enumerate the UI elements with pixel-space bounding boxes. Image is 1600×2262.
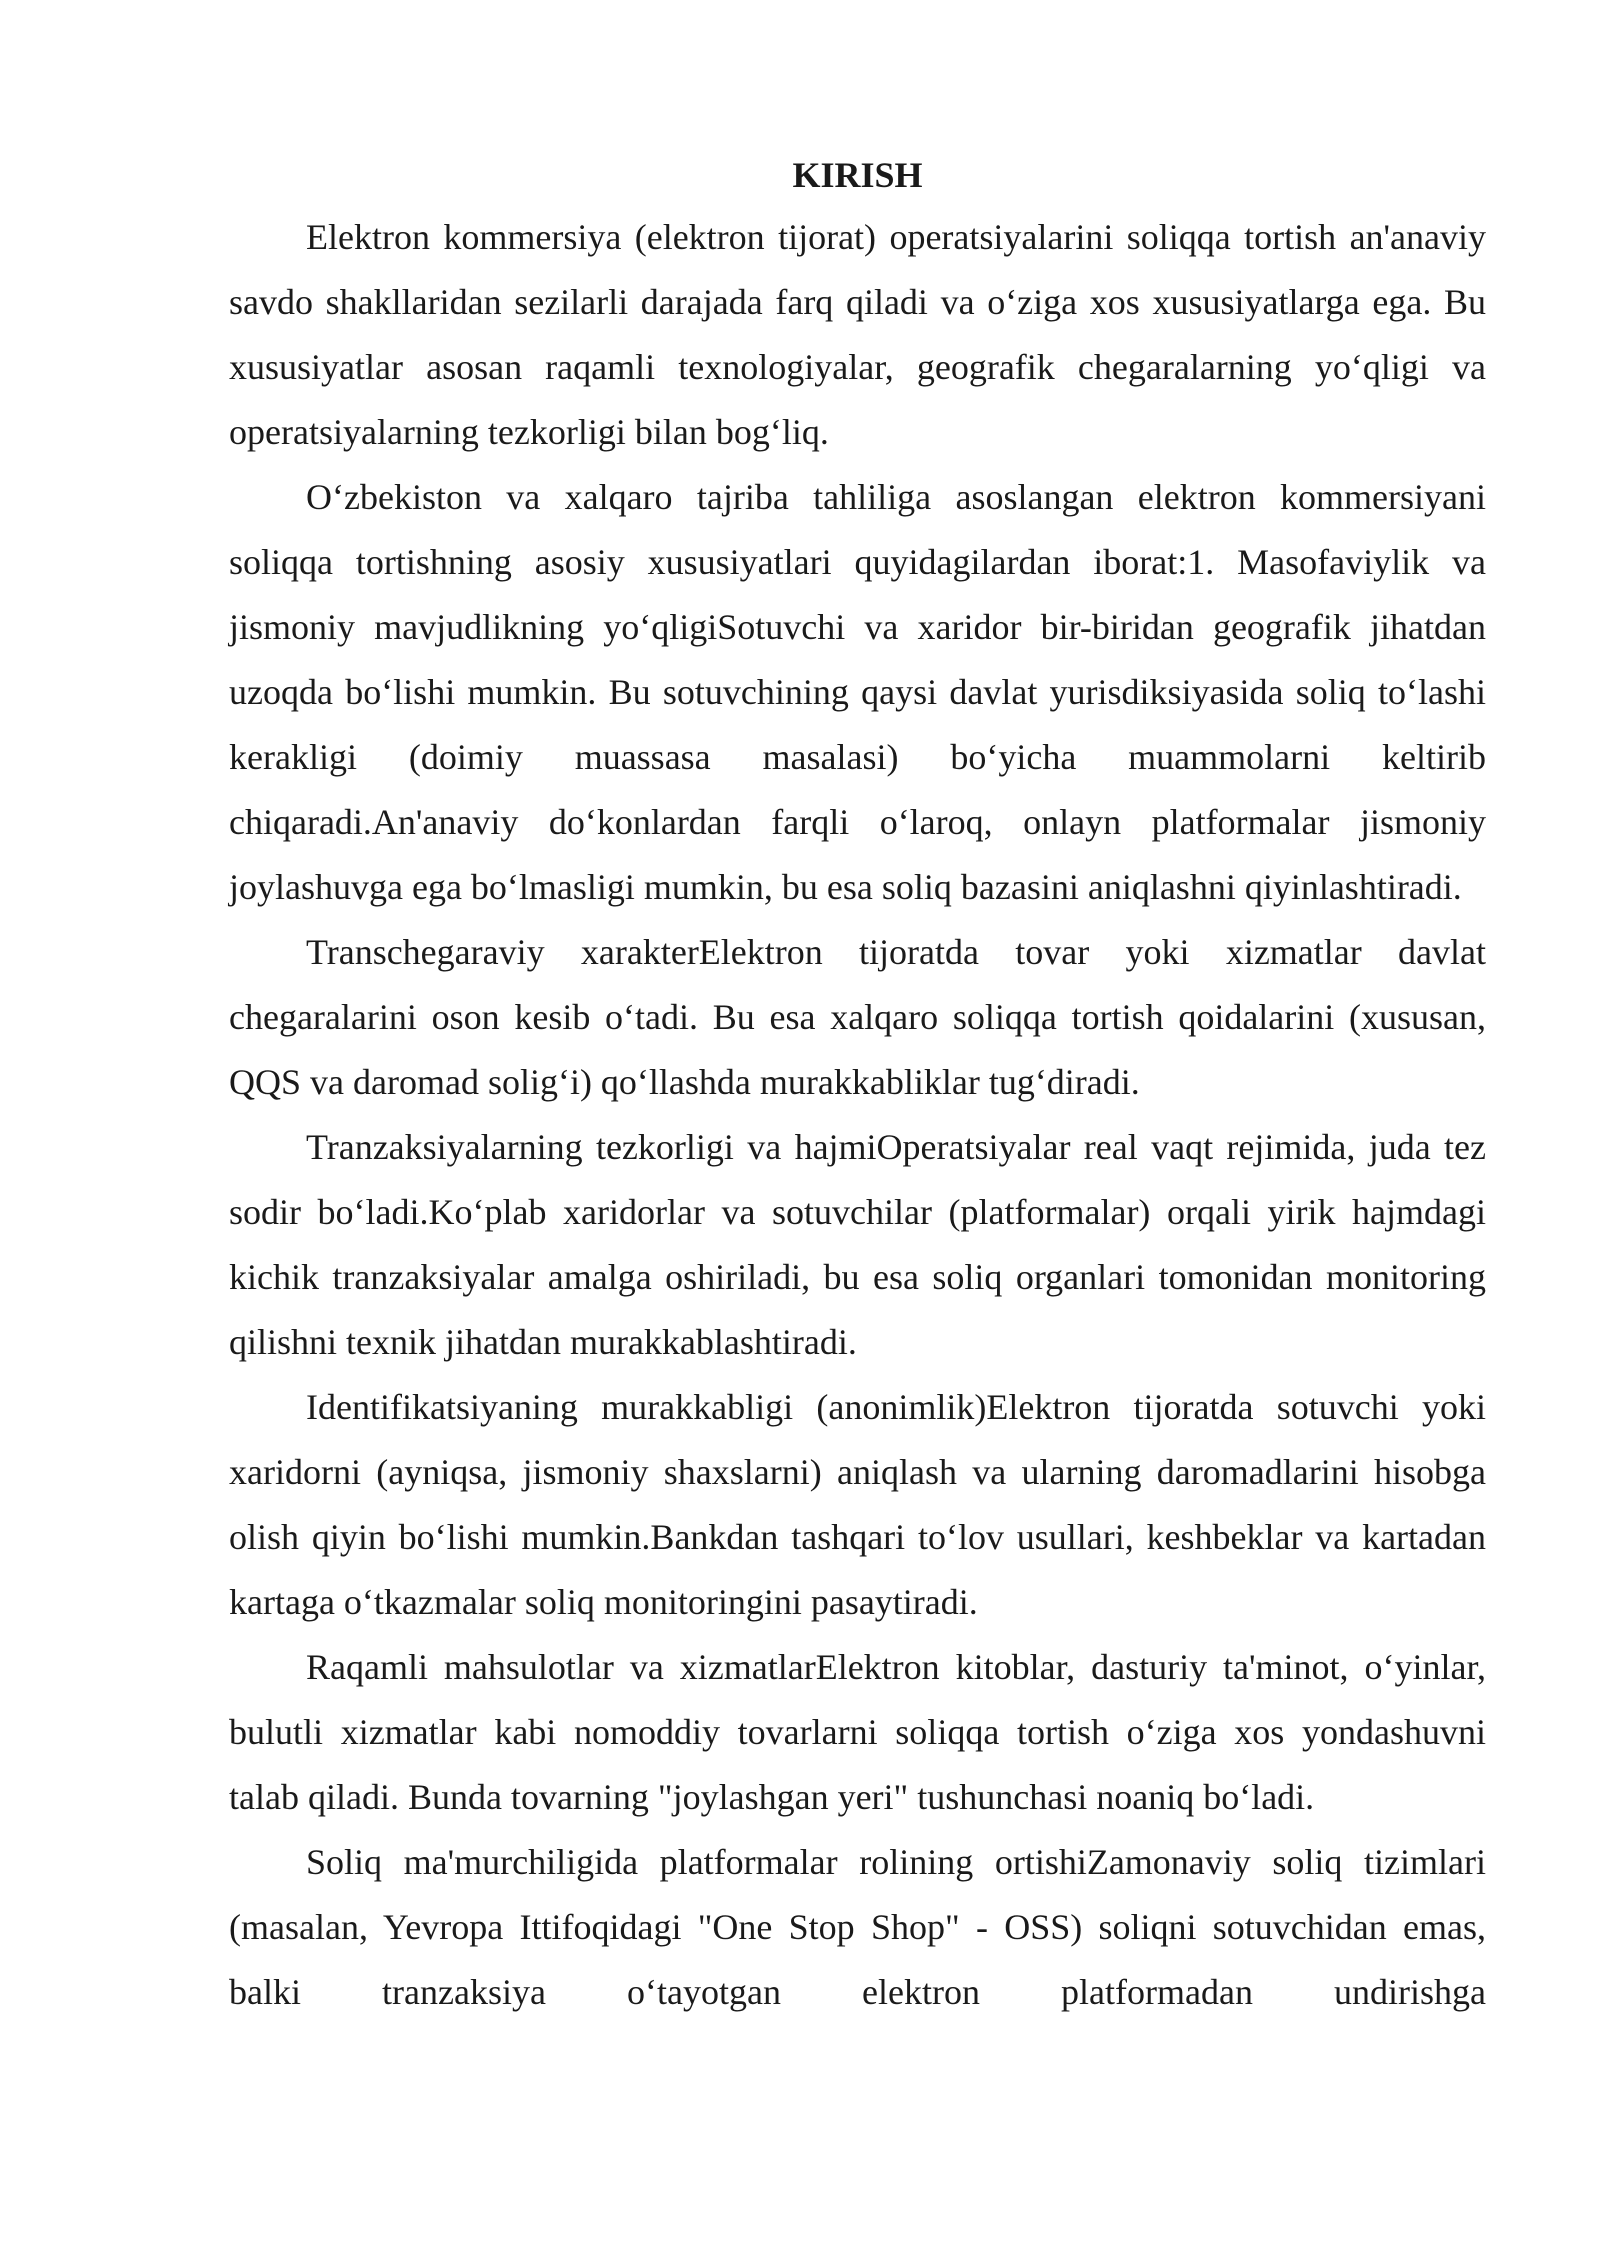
paragraph-platform-role: Soliq ma'murchiligida platformalar rolining ortishiZamonaviy soliq tizimlari (masalan, Yevropa Ittifoqidagi "One Stop Shop" - OSS) soliqni sotuvchidan emas, balki tranzaksiya o‘tayotgan elektron platformadan undirishga — [229, 1842, 1486, 2012]
paragraph-identification: Identifikatsiyaning murakkabligi (anonimlik)Elektron tijoratda sotuvchi yoki xaridorni (ayniqsa, jismoniy shaxslarni) aniqlash va ularning daromadlarini hisobga olish qiyin bo‘lishi mumkin.Bankdan tashqari to‘lov usullari, keshbeklar va kartadan kartaga o‘tkazmalar soliq monitoringini pasaytiradi. — [229, 1387, 1486, 1622]
paragraph-remote-sales: O‘zbekiston va xalqaro tajriba tahliliga asoslangan elektron kommersiyani soliqqa tortishning asosiy xususiyatlari quyidagilardan iborat:1. Masofaviylik va jismoniy mavjudlikning yo‘qligiSotuvchi va xaridor bir-biridan geografik jihatdan uzoqda bo‘lishi mumkin. Bu sotuvchining qaysi davlat yurisdiksiyasida soliq to‘lashi kerakligi (doimiy muassasa masalasi) bo‘yicha muammolarni keltirib chiqaradi.An'anaviy do‘konlardan farqli o‘laroq, onlayn platformalar jismoniy joylashuvga ega bo‘lmasligi mumkin, bu esa soliq bazasini aniqlashni qiyinlashtiradi. — [229, 477, 1486, 907]
document-body — [229, 145, 1486, 2025]
page-title: KIRISH — [792, 155, 923, 195]
paragraph-transaction-speed: Tranzaksiyalarning tezkorligi va hajmiOperatsiyalar real vaqt rejimida, juda tez sodir bo‘ladi.Ko‘plab xaridorlar va sotuvchilar (platformalar) orqali yirik hajmdagi kichik tranzaksiyalar amalga oshiriladi, bu esa soliq organlari tomonidan monitoring qilishni texnik jihatdan murakkablashtiradi. — [229, 1127, 1486, 1362]
paragraph-cross-border: Transchegaraviy xarakterElektron tijoratda tovar yoki xizmatlar davlat chegaralarini oson kesib o‘tadi. Bu esa xalqaro soliqqa tortish qoidalarini (xususan, QQS va daromad solig‘i) qo‘llashda murakkabliklar tug‘diradi. — [229, 932, 1486, 1102]
paragraph-digital-products: Raqamli mahsulotlar va xizmatlarElektron kitoblar, dasturiy ta'minot, o‘yinlar, bulutli xizmatlar kabi nomoddiy tovarlarni soliqqa tortish o‘ziga xos yondashuvni talab qiladi. Bunda tovarning "joylashgan yeri" tushunchasi noaniq bo‘ladi. — [229, 1647, 1486, 1817]
paragraph-intro: Elektron kommersiya (elektron tijorat) operatsiyalarini soliqqa tortish an'anaviy savdo shakllaridan sezilarli darajada farq qiladi va o‘ziga xos xususiyatlarga ega. Bu xususiyatlar asosan raqamli texnologiyalar, geografik chegaralarning yo‘qligi va operatsiyalarning tezkorligi bilan bog‘liq. — [229, 217, 1486, 452]
